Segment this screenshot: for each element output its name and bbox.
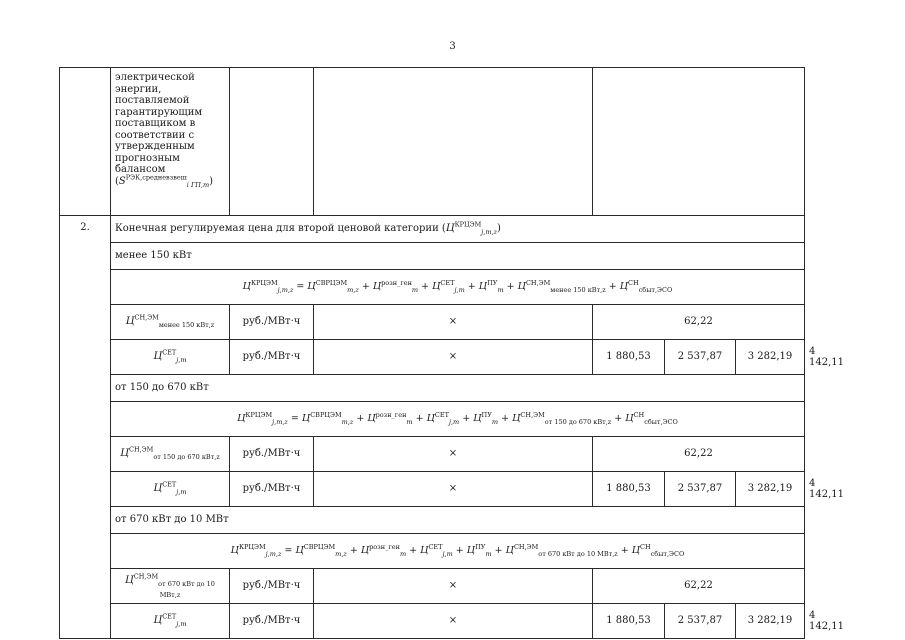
value-cell: 3 282,19 (736, 604, 805, 639)
table-row (60, 437, 805, 472)
section-heading: от 150 до 670 кВт (111, 375, 805, 402)
item-title: Конечная регулируемая цена для второй ценовой категории (115, 223, 439, 235)
formula: $Ц^{КРЦЭМ}_{j,m,z} = Ц^{СВРЦЭМ}_{m,z} + Ц^{розн\_ген}_m + Ц^{СЕТ}_{j,m} + Ц^{ПУ}_m + Ц^{СН,ЭМ}_{от 150 до 670 кВт,z} + Ц^{СН}_{сбыт,ЭСО}$ (111, 402, 805, 437)
formula-row (60, 534, 805, 569)
row-merged-value: 62,22 (593, 569, 805, 604)
continuation-values-cell (593, 68, 805, 216)
row-merged-value: 62,22 (593, 437, 805, 472)
table-row (60, 569, 805, 604)
item-title-row (60, 216, 805, 243)
table-row: $Ц^{СЕТ}_{j,m}$ руб./МВт·ч × 1 880,53 2 537,87 3 282,19 4 142,11 (60, 340, 805, 375)
row-unit: руб./МВт·ч (230, 472, 314, 507)
row-label: $Ц^{СЕТ}_{j,m}$ (111, 340, 230, 375)
continuation-text-cell (111, 68, 230, 216)
row-label: $Ц^{СН,ЭМ}_{менее 150 кВт,z}$ (111, 305, 230, 340)
continuation-row (60, 68, 805, 216)
continuation-unit-cell (230, 68, 314, 216)
formula: $Ц^{КРЦЭМ}_{j,m,z} = Ц^{СВРЦЭМ}_{m,z} + Ц^{розн\_ген}_m + Ц^{СЕТ}_{j,m} + Ц^{ПУ}_m + Ц^{СН,ЭМ}_{менее 150 кВт,z} + Ц^{СН}_{сбыт,ЭСО}$ (111, 270, 805, 305)
row-label: $Ц^{СЕТ}_{j,m}$ (111, 604, 230, 639)
value-cell: 1 880,53 (593, 472, 665, 507)
formula-row (60, 270, 805, 305)
row-unit: руб./МВт·ч (230, 305, 314, 340)
row-unit: руб./МВт·ч (230, 604, 314, 639)
value-cell: 3 282,19 (736, 340, 805, 375)
value-cell: 1 880,53 (593, 604, 665, 639)
row-mark: × (314, 340, 593, 375)
value-cell: 1 880,53 (593, 340, 665, 375)
row-merged-value: 62,22 (593, 305, 805, 340)
value-cell: 2 537,87 (665, 604, 736, 639)
row-mark: × (314, 569, 593, 604)
continuation-symbol: $(S^{РЭК,средневзвеш}_{i ГП,m})$ (115, 173, 214, 189)
row-unit: руб./МВт·ч (230, 340, 314, 375)
row-unit: руб./МВт·ч (230, 569, 314, 604)
item-number: 2. (60, 216, 111, 639)
section-heading-row (60, 243, 805, 270)
continuation-text: электрической энергии, поставляемой гарантирующим поставщиком в соответствии с утвержденным прогнозным балансом (115, 72, 203, 175)
table-row: $Ц^{СЕТ}_{j,m}$ руб./МВт·ч × 1 880,53 2 537,87 3 282,19 4 142,11 (60, 472, 805, 507)
formula: $Ц^{КРЦЭМ}_{j,m,z} = Ц^{СВРЦЭМ}_{m,z} + Ц^{розн\_ген}_m + Ц^{СЕТ}_{j,m} + Ц^{ПУ}_m + Ц^{СН,ЭМ}_{от 670 кВт до 10 МВт,z} + Ц^{СН}_{сбыт,ЭСО}$ (111, 534, 805, 569)
section-heading-row (60, 375, 805, 402)
row-label: $Ц^{СН,ЭМ}_{от 150 до 670 кВт,z}$ (111, 437, 230, 472)
section-heading: менее 150 кВт (111, 243, 805, 270)
row-mark: × (314, 604, 593, 639)
formula-row (60, 402, 805, 437)
row-label: $Ц^{СЕТ}_{j,m}$ (111, 472, 230, 507)
continuation-mark-cell (314, 68, 593, 216)
section-heading: от 670 кВт до 10 МВт (111, 507, 805, 534)
row-unit: руб./МВт·ч (230, 437, 314, 472)
row-label: $Ц^{СН,ЭМ}_{от 670 кВт до 10 МВт,z}$ (111, 569, 230, 604)
row-mark: × (314, 437, 593, 472)
row-mark: × (314, 305, 593, 340)
section-heading-row (60, 507, 805, 534)
value-cell: 2 537,87 (665, 340, 736, 375)
table-row: $Ц^{СЕТ}_{j,m}$ руб./МВт·ч × 1 880,53 2 537,87 3 282,19 4 142,11 (60, 604, 805, 639)
value-cell: 3 282,19 (736, 472, 805, 507)
page-number: 3 (449, 41, 456, 52)
item-title-cell: Конечная регулируемая цена для второй ценовой категории $(Ц^{КРЦЭМ}_{j,m,z})$ (111, 216, 805, 243)
row-mark: × (314, 472, 593, 507)
continuation-number-cell (60, 68, 111, 216)
table-row (60, 305, 805, 340)
tariff-table (59, 67, 844, 639)
value-cell: 2 537,87 (665, 472, 736, 507)
